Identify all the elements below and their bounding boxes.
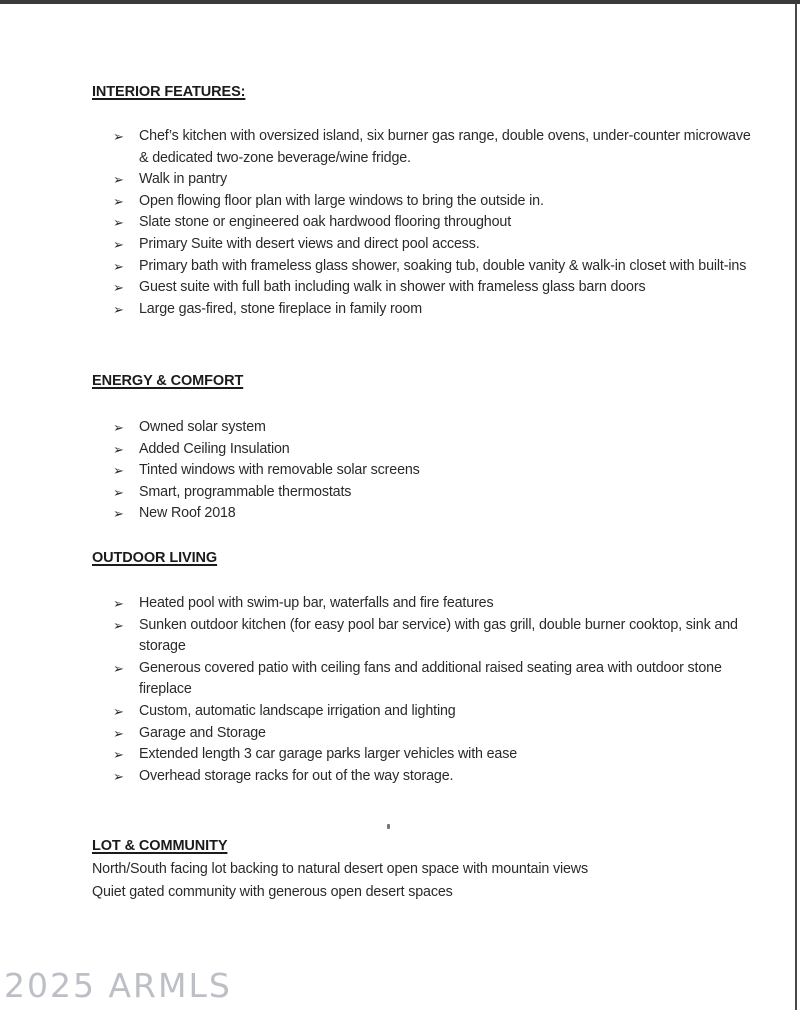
arrow-bullet-icon: ➢: [113, 703, 124, 719]
list-item-text: Primary bath with frameless glass shower, soaking tub, double vanity & walk-in closet with built-ins: [139, 257, 747, 274]
arrow-bullet-icon: ➢: [113, 768, 124, 784]
list-item-text: Primary Suite with desert views and direct pool access.: [139, 235, 480, 252]
list-item: [92, 126, 752, 169]
section-heading: LOT & COMMUNITY: [92, 838, 228, 854]
arrow-bullet-icon: ➢: [113, 301, 124, 317]
list-item: [92, 234, 752, 256]
arrow-bullet-icon: ➢: [113, 484, 124, 500]
list-item-text: Owned solar system: [139, 419, 266, 435]
plain-text-line: North/South facing lot backing to natural desert open space with mountain views: [92, 861, 588, 877]
section-heading: ENERGY & COMFORT: [92, 373, 244, 389]
arrow-bullet-icon: ➢: [113, 193, 124, 209]
arrow-bullet-icon: ➢: [113, 172, 124, 188]
list-item-text: Tinted windows with removable solar screens: [139, 462, 420, 479]
list-item-text: New Roof 2018: [139, 505, 236, 522]
list-item: [92, 212, 752, 234]
arrow-bullet-icon: ➢: [113, 280, 124, 296]
list-item: [92, 482, 752, 504]
section-interior-features: [92, 84, 752, 100]
scan-edge-top: [0, 0, 800, 4]
arrow-bullet-icon: ➢: [113, 420, 124, 435]
plain-text-line: Quiet gated community with generous open desert spaces: [92, 883, 453, 900]
list-item: [92, 439, 752, 461]
bullet-list: [92, 417, 752, 525]
list-item-text: Overhead storage racks for out of the way storage.: [139, 767, 454, 784]
arrow-bullet-icon: ➢: [113, 596, 124, 611]
list-item-text: Chef’s kitchen with oversized island, six burner gas range, double ovens, under-counter microwave & dedicated two-zone beverage/wine fridge.: [139, 128, 751, 166]
arrow-bullet-icon: ➢: [113, 725, 124, 741]
list-item: [92, 460, 752, 482]
list-item: [92, 256, 752, 278]
list-item: [92, 417, 752, 439]
list-item: [92, 277, 752, 299]
arrow-bullet-icon: ➢: [113, 215, 124, 231]
section-outdoor-living-list: [92, 593, 752, 787]
arrow-bullet-icon: ➢: [113, 258, 124, 274]
list-item: [92, 766, 752, 788]
armls-watermark: 2025 ARMLS: [4, 966, 232, 1005]
section-heading: OUTDOOR LIVING: [92, 550, 218, 566]
list-item: [92, 593, 752, 615]
list-item: [92, 723, 752, 745]
arrow-bullet-icon: ➢: [113, 463, 124, 479]
list-item-text: Guest suite with full bath including walk in shower with frameless glass barn doors: [139, 279, 646, 296]
list-item-text: Generous covered patio with ceiling fans and additional raised seating area with outdoor stone fireplace: [139, 659, 722, 698]
list-item: [92, 701, 752, 723]
list-item: [92, 744, 752, 766]
list-item-text: Slate stone or engineered oak hardwood flooring throughout: [139, 214, 512, 231]
list-item-text: Heated pool with swim-up bar, waterfalls and fire features: [139, 595, 494, 611]
section-energy-comfort: [92, 373, 752, 389]
list-item-text: Extended length 3 car garage parks larger vehicles with ease: [139, 746, 518, 763]
section-energy-comfort-list: [92, 417, 752, 525]
list-item: [92, 658, 752, 701]
section-heading: INTERIOR FEATURES:: [92, 84, 246, 100]
arrow-bullet-icon: ➢: [113, 441, 124, 457]
arrow-bullet-icon: ➢: [113, 506, 124, 522]
bullet-list: [92, 126, 752, 320]
list-item-text: Walk in pantry: [139, 171, 227, 188]
arrow-bullet-icon: ➢: [113, 236, 124, 252]
list-item: [92, 615, 752, 658]
list-item-text: Sunken outdoor kitchen (for easy pool bar service) with gas grill, double burner cooktop, sink and storage: [139, 616, 738, 655]
scan-edge-right: [795, 4, 797, 1010]
list-item-text: Open flowing floor plan with large windows to bring the outside in.: [139, 192, 544, 209]
list-item: [92, 503, 752, 525]
list-item-text: Custom, automatic landscape irrigation and lighting: [139, 702, 456, 719]
bullet-list: [92, 593, 752, 787]
list-item-text: Added Ceiling Insulation: [139, 440, 290, 457]
scan-speck: [387, 824, 390, 829]
arrow-bullet-icon: ➢: [113, 747, 124, 763]
list-item: [92, 169, 752, 191]
list-item-text: Garage and Storage: [139, 724, 266, 741]
arrow-bullet-icon: ➢: [113, 617, 124, 633]
list-item-text: Large gas-fired, stone fireplace in family room: [139, 300, 422, 317]
arrow-bullet-icon: ➢: [113, 129, 124, 144]
arrow-bullet-icon: ➢: [113, 660, 124, 676]
list-item: [92, 299, 752, 321]
section-outdoor-living: [92, 550, 752, 566]
section-interior-features-list: [92, 126, 752, 320]
section-lot-community: [92, 838, 752, 903]
list-item-text: Smart, programmable thermostats: [139, 483, 352, 500]
list-item: [92, 191, 752, 213]
